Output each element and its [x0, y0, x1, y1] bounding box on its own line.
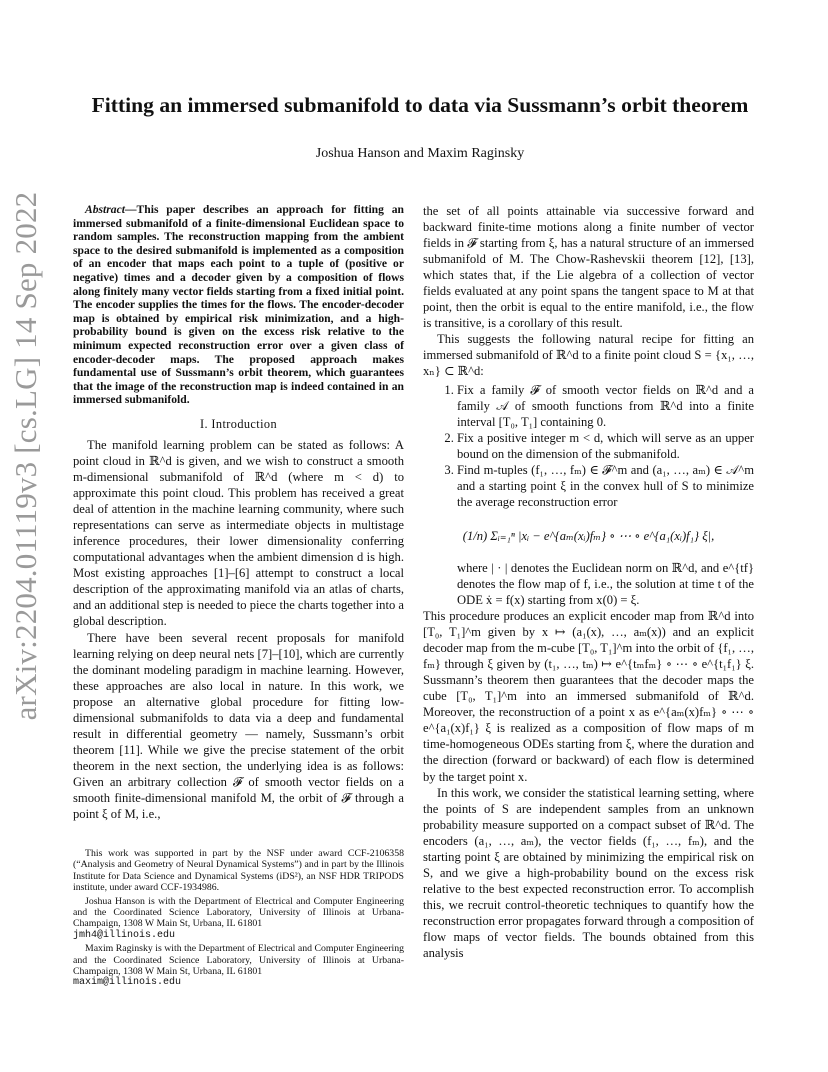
reconstruction-equation: (1/n) Σᵢ₌₁ⁿ |xᵢ − e^{aₘ(xᵢ)fₘ} ∘ ⋯ ∘ e^{a₁(xᵢ)f₁} ξ|, [462, 528, 715, 543]
email-link-2[interactable]: maxim@illinois.edu [73, 977, 182, 989]
footnote-author-2: Maxim Raginsky is with the Department of Electrical and Computer Engineering and the Coordinated Science Laboratory, University of Illinois at Urbana-Champaign, 1308 W Main St, Urbana, IL 61801 maxim@illinois.edu [73, 943, 404, 989]
footnote-author-1: Joshua Hanson is with the Department of Electrical and Computer Engineering and the Coordinated Science Laboratory, University of Illinois at Urbana-Champaign, 1308 W Main St, Urbana, IL 61801 jmh4@illinois.edu [73, 895, 404, 941]
footnotes [73, 848, 404, 991]
right-paragraph-1: the set of all points attainable via successive forward and backward finite-time motions along a finite number of vector fields in 𝓕 starting from ξ, has a natural structure of an immersed submanifold of M. The Chow-Rashevskii theorem [12], [13], which states that, if the Lie algebra of a collection of vector fields evaluated at any point spans the tangent space to M at that point, then the orbit is equal to the entire manifold, i.e., the flow is transitive, is a corollary of this result. [423, 204, 754, 331]
right-paragraph-5: In this work, we consider the statistical learning setting, where the points of S are independent samples from an unknown probability measure supported on a compact subset of ℝ^d. The encoders (a₁, …, aₘ), the vector fields (f₁, …, fₘ), and the starting point ξ are obtained by minimizing the empirical risk on S, and we give a high-probability bound on the excess risk relative to the best expected reconstruction error. To accomplish this, we recruit control-theoretic techniques to quantify how the reconstruction error propagates forward through a composition of flow maps of vector fields. The bounds obtained from this analysis [423, 785, 754, 961]
recipe-step: 1. Fix a family 𝓕 of smooth vector fields on ℝ^d and a family 𝒜 of smooth functions from ℝ^d into a finite interval [T₀, T₁] containing 0. [457, 382, 754, 430]
recipe-step: 3. Find m-tuples (f₁, …, fₘ) ∈ 𝓕^m and (a₁, …, aₘ) ∈ 𝒜^m and a starting point ξ in the convex hull of S to minimize the average reconstruction error [457, 462, 754, 510]
intro-paragraph-1: The manifold learning problem can be stated as follows: A point cloud in ℝ^d is given, and we wish to construct a smooth m-dimensional submanifold of ℝ^d (where m < d) to approximate this point cloud. This problem has received a great deal of attention in the machine learning community, where such representations can serve as intermediate objects in multistage inference procedures, their lower dimensionality conferring computational advantages when the ambient dimension d is high. Most existing approaches [1]–[6] attempt to construct a local description of the approximating manifold via an atlas of charts, and an additional step is needed to piece the charts together into a global description. [73, 437, 404, 629]
left-column [73, 203, 404, 822]
right-paragraph-4: This procedure produces an explicit encoder map from ℝ^d into [T₀, T₁]^m given by x ↦ (a₁(x), …, aₘ(x)) and an explicit decoder map from the m-cube [T₀, T₁]^m into the orbit of {f₁, …, fₘ} through ξ given by (t₁, …, tₘ) ↦ e^{tₘfₘ} ∘ ⋯ ∘ e^{t₁f₁} ξ. Sussmann’s theorem then guarantees that the decoder maps the cube [T₀, T₁]^m into an immersed submanifold of ℝ^d. Moreover, the reconstruction of a point x as e^{aₘ(x)fₘ} ∘ ⋯ ∘ e^{a₁(x)f₁} ξ is realized as a composition of flow maps of m time-homogeneous ODEs starting from ξ, where the duration and the direction (forward or backward) of each flow is determined by the target point x. [423, 609, 754, 784]
arxiv-stamp: arXiv:2204.01119v3 [cs.LG] 14 Sep 2022 [8, 191, 43, 721]
recipe-step: 2. Fix a positive integer m < d, which will serve as an upper bound on the dimension of the submanifold. [457, 430, 754, 462]
right-paragraph-3: where | · | denotes the Euclidean norm on ℝ^d, and e^{tf} denotes the flow map of f, i.e., the solution at time t of the ODE ẋ = f(x) starting from x(0) = ξ. [457, 560, 754, 607]
right-column [423, 203, 754, 961]
footnote-funding: This work was supported in part by the NSF under award CCF-2106358 (“Analysis and Geometry of Neural Dynamical Systems”) and in part by the Illinois Institute for Data Science and Dynamical Systems (iDS²), an NSF HDR TRIPODS institute, under award CCF-1934986. [73, 848, 404, 894]
abstract-label: Abstract— [85, 203, 137, 216]
section-heading: I. Introduction [199, 416, 278, 431]
authors: Joshua Hanson and Maxim Raginsky [315, 146, 525, 161]
recipe-steps [423, 382, 754, 510]
email-link-1[interactable]: jmh4@illinois.edu [73, 929, 176, 941]
abstract-text: This paper describes an approach for fitting an immersed submanifold of a finite-dimensional Euclidean space to random samples. The reconstruction mapping from the ambient space to the desired submanifold is implemented as a composition of an encoder that maps each point to a tuple of (positive or negative) times and a decoder given by a composition of flows along finitely many vector fields starting from a fixed initial point. The encoder supplies the times for the flows. The encoder-decoder map is obtained by empirical risk minimization, and a high-probability bound is given on the excess risk relative to the minimum expected reconstruction error over a given class of encoder-decoder maps. The proposed approach makes fundamental use of Sussmann’s orbit theorem, which guarantees that the image of the reconstruction map is indeed contained in an immersed submanifold. [73, 203, 404, 407]
intro-paragraph-2: There have been several recent proposals for manifold learning relying on deep neural nets [7]–[10], which are currently the dominant modeling paradigm in machine learning. However, these approaches are also local in nature. In this work, we propose an alternative global procedure for fitting low-dimensional submanifolds to data via a deep and fundamental result in differential geometry — namely, Sussmann’s orbit theorem [11]. While we give the precise statement of the orbit theorem in the next section, the underlying idea is as follows: Given an arbitrary collection 𝓕 of smooth vector fields on a smooth finite-dimensional manifold M, the orbit of 𝓕 through a point ξ of M, i.e., [73, 630, 404, 822]
right-paragraph-2: This suggests the following natural recipe for fitting an immersed submanifold of ℝ^d to a finite point cloud S = {x₁, …, xₙ} ⊂ ℝ^d: [423, 332, 754, 379]
paper-title: Fitting an immersed submanifold to data via Sussmann’s orbit theorem [91, 93, 749, 117]
abstract [73, 203, 404, 407]
